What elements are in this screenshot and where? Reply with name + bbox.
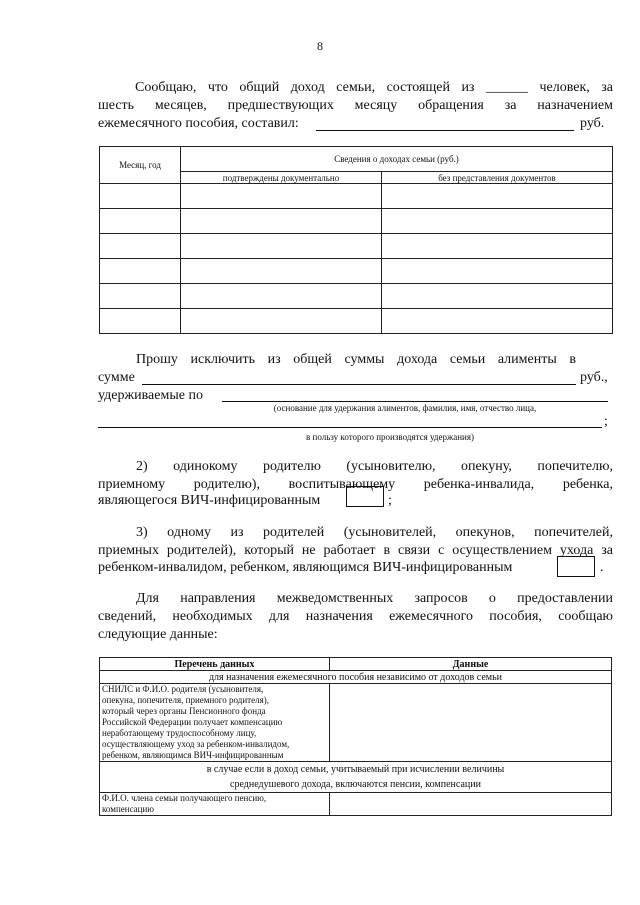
table-row [100,209,613,234]
caregiver-end: . [600,560,604,575]
caregiver-line-3: ребенком-инвалидом, ребенком, являющимся ВИЧ-инфицированным [98,560,513,575]
page-number: 8 [317,39,323,53]
pension-member-label [100,793,330,816]
snils-label-line: который через органы Пенсионного фонда [102,706,266,716]
cell[interactable] [181,259,382,284]
table-row [100,259,613,284]
alimony-sum-field[interactable] [142,384,576,385]
cell[interactable] [382,184,613,209]
section-independent: для назначения ежемесячного пособия независимо от доходов семьи [100,671,612,684]
pension-member-value[interactable] [330,793,612,816]
section-pensions-line: среднедушевого дохода, включаются пенсии, компенсации [230,779,481,790]
cell[interactable] [181,184,382,209]
table-row [100,793,612,816]
caregiver-line-1: 3) одному из родителей (усыновителей, опекунов, попечителей, [136,525,613,540]
semicolon: ; [604,414,608,429]
cell[interactable] [382,209,613,234]
withholding-person-note: в пользу которого производятся удержания) [306,432,474,442]
col-income-header: Сведения о доходах семьи (руб.) [181,147,613,172]
header-data: Данные [330,658,612,671]
cell[interactable] [382,259,613,284]
table-row [100,309,613,334]
cell[interactable] [181,234,382,259]
snils-value[interactable] [330,684,612,762]
cell[interactable] [100,259,181,284]
cell[interactable] [382,309,613,334]
total-income-field[interactable] [316,130,574,131]
cell[interactable] [382,284,613,309]
cell[interactable] [100,234,181,259]
table-row [100,284,613,309]
single-parent-end: ; [388,493,392,508]
snils-label-line: Российской Федерации получает компенсацию [102,717,283,727]
income-statement-line-3: ежемесячного пособия, составил: [98,116,299,131]
withholding-basis-note: (основание для удержания алиментов, фамилия, имя, отчество лица, [273,403,537,413]
section-pensions [100,762,612,793]
table-row [100,184,613,209]
col-documented-header: подтверждены документально [181,172,382,184]
cell[interactable] [181,209,382,234]
income-statement-line-1: Сообщаю, что общий доход семьи, состоящей из ______ человек, за [135,80,613,95]
interagency-line-3: следующие данные: [98,627,218,642]
cell[interactable] [100,309,181,334]
interagency-line-2: сведений, необходимых для назначения ежемесячного пособия, сообщаю [98,609,613,624]
single-parent-checkbox[interactable] [346,486,384,507]
cell[interactable] [382,234,613,259]
single-parent-line-3: являющегося ВИЧ-инфицированным [98,493,321,508]
alimony-line-1: Прошу исключить из общей суммы дохода семьи алименты в [136,352,576,367]
cell[interactable] [100,284,181,309]
pension-member-label-line: Ф.И.О. члена семьи получающего пенсию, [102,793,267,803]
income-statement-line-2: шесть месяцев, предшествующих месяцу обращения за назначением [98,98,613,113]
sum-label: сумме [98,370,135,385]
snils-label [100,684,330,762]
withholding-person-field[interactable] [98,427,602,428]
header-data-list: Перечень данных [100,658,330,671]
single-parent-line-1: 2) одинокому родителю (усыновителю, опекуну, попечителю, [136,459,613,474]
cell[interactable] [181,284,382,309]
withheld-label: удерживаемые по [98,388,203,403]
withholding-basis-field[interactable] [222,401,608,402]
cell[interactable] [100,209,181,234]
snils-label-line: ребенком, являющимся ВИЧ-инфицированным [102,750,284,760]
section-pensions-line: в случае если в доход семьи, учитываемый при исчислении величины [206,764,505,775]
caregiver-line-2: приемных родителей), который не работает в связи с осуществлением ухода за [98,543,613,558]
cell[interactable] [100,184,181,209]
cell[interactable] [181,309,382,334]
currency-label: руб. [580,116,605,131]
col-month-header: Месяц, год [100,147,181,184]
caregiver-checkbox[interactable] [557,556,595,577]
single-parent-line-2: приемному родителю), воспитывающему ребенка-инвалида, ребенка, [98,477,613,492]
snils-label-line: опекуна, попечителя, приемного родителя), [102,695,269,705]
pension-member-label-line: компенсацию [102,804,155,814]
col-undocumented-header: без представления документов [382,172,613,184]
rub-label: руб., [580,370,608,385]
table-row [100,234,613,259]
data-table [99,657,612,816]
snils-label-line: неработающему трудоспособному лицу, [102,728,257,738]
interagency-line-1: Для направления межведомственных запросов о предоставлении [136,591,613,606]
snils-label-line: осуществляющему уход за ребенком-инвалидом, [102,739,290,749]
table-row [100,684,612,762]
snils-label-line: СНИЛС и Ф.И.О. родителя (усыновителя, [102,684,264,694]
income-table [99,146,613,334]
